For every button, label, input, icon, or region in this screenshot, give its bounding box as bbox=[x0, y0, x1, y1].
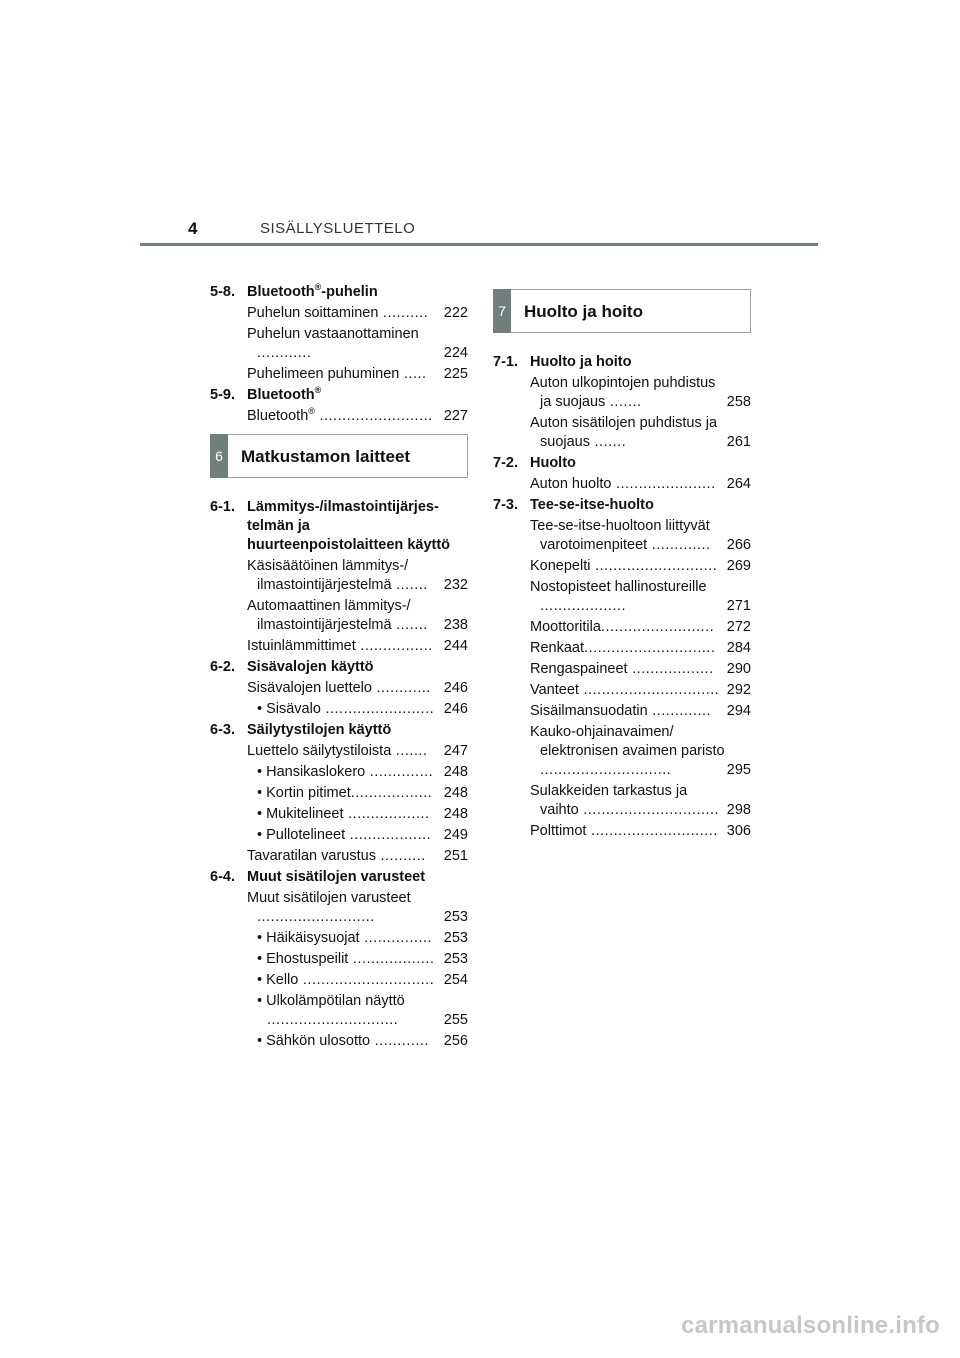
toc-leader-dots: .......... bbox=[378, 305, 429, 321]
chapter-7-heading[interactable] bbox=[493, 289, 751, 333]
toc-entry-label: Auton sisätilojen puhdistus ja suojaus bbox=[530, 415, 718, 450]
toc-items-6-1 bbox=[210, 557, 468, 656]
toc-entry[interactable] bbox=[493, 723, 751, 780]
toc-leader-dots: .................. bbox=[343, 806, 430, 822]
toc-entry-label: Muut sisätilojen varusteet bbox=[247, 890, 411, 906]
toc-entry[interactable] bbox=[493, 517, 751, 555]
toc-leader-dots: ...................... bbox=[611, 476, 716, 492]
page-header bbox=[140, 212, 818, 246]
toc-entry-label: • Ulkolämpötilan näyttö bbox=[257, 993, 405, 1009]
toc-entry-label: • Ehostuspeilit bbox=[257, 951, 349, 967]
toc-entry-label: Automaattinen lämmitys-/ ilmastointijärjestelmä bbox=[247, 598, 411, 633]
toc-page-number: 248 bbox=[443, 806, 468, 822]
toc-entry-label: Polttimot bbox=[530, 823, 587, 839]
toc-leader-dots: ....... bbox=[589, 434, 627, 450]
toc-section-5-9[interactable]: 5-9. Bluetooth® bbox=[210, 385, 322, 403]
toc-page-number: 290 bbox=[726, 661, 751, 677]
toc-sub-entry[interactable] bbox=[210, 784, 468, 803]
toc-sub-entry[interactable] bbox=[210, 805, 468, 824]
toc-page-number: 227 bbox=[443, 408, 468, 424]
toc-sub-entry[interactable] bbox=[210, 992, 468, 1030]
toc-leader-dots: ........................... bbox=[590, 558, 718, 574]
toc-page-number: 258 bbox=[726, 394, 751, 410]
toc-leader-dots: .......................... bbox=[257, 909, 375, 925]
toc-items-7-2 bbox=[493, 475, 751, 494]
toc-entry[interactable] bbox=[210, 679, 468, 698]
toc-entry-label: Auton huolto bbox=[530, 476, 612, 492]
toc-leader-dots: ............... bbox=[359, 930, 433, 946]
toc-items-6-4 bbox=[210, 889, 468, 1051]
chapter-number-tab: 6 bbox=[210, 434, 228, 478]
toc-entry-label: Luettelo säilytystiloista bbox=[247, 743, 392, 759]
toc-page-number: 232 bbox=[443, 577, 468, 593]
toc-leader-dots: .............. bbox=[365, 764, 434, 780]
toc-left-column bbox=[210, 283, 468, 1053]
toc-entry-label: Kauko-ohjainavaimen/ elektronisen avaimen paristo bbox=[530, 724, 725, 759]
toc-items-7-3 bbox=[493, 517, 751, 841]
toc-page-number: 248 bbox=[443, 785, 468, 801]
toc-leader-dots: ............. bbox=[647, 537, 711, 553]
toc-entry[interactable] bbox=[493, 639, 751, 658]
toc-leader-dots: ............ bbox=[257, 345, 312, 361]
toc-page-number: 224 bbox=[443, 345, 468, 361]
toc-section-7-3[interactable]: 7-3. Tee-se-itse-huolto bbox=[493, 497, 654, 513]
toc-page-number: 255 bbox=[443, 1012, 468, 1028]
toc-sub-entry[interactable] bbox=[210, 826, 468, 845]
toc-items-6-2 bbox=[210, 679, 468, 719]
toc-leader-dots: .................. bbox=[348, 951, 435, 967]
toc-entry[interactable] bbox=[210, 304, 468, 323]
header-rule bbox=[140, 243, 818, 246]
toc-page-number: 292 bbox=[726, 682, 751, 698]
registered-mark: ® bbox=[314, 385, 322, 396]
toc-page-number: 244 bbox=[443, 638, 468, 654]
registered-mark: ® bbox=[308, 406, 315, 417]
toc-sub-entry[interactable] bbox=[210, 950, 468, 969]
toc-page-number: 266 bbox=[726, 537, 751, 553]
chapter-title: Matkustamon laitteet bbox=[241, 446, 411, 466]
toc-entry-label: Auton ulkopintojen puhdistus ja suojaus bbox=[530, 375, 716, 410]
toc-page-number: 246 bbox=[443, 701, 468, 717]
toc-entry-label: Vanteet bbox=[530, 682, 579, 698]
toc-leader-dots: .................. bbox=[345, 827, 432, 843]
toc-entry-label: • Pullotelineet bbox=[257, 827, 346, 843]
toc-entry-label: Moottoritila bbox=[530, 619, 601, 635]
toc-leader-dots: ............................ bbox=[586, 823, 718, 839]
toc-entry-label: Tee-se-itse-huoltoon liittyvät varotoimenpiteet bbox=[530, 518, 710, 553]
toc-entry[interactable] bbox=[210, 847, 468, 866]
toc-page-number: 251 bbox=[443, 848, 468, 864]
toc-section-7-1[interactable]: 7-1. Huolto ja hoito bbox=[493, 354, 632, 370]
toc-entry[interactable]: Bluetooth® ......................... 227 bbox=[247, 406, 468, 424]
toc-page-number: 269 bbox=[726, 558, 751, 574]
toc-leader-dots: ............. bbox=[647, 703, 712, 719]
toc-entry[interactable] bbox=[210, 325, 468, 363]
toc-leader-dots: ..... bbox=[399, 366, 427, 382]
toc-page-number: 253 bbox=[443, 930, 468, 946]
toc-items-7-1 bbox=[493, 374, 751, 452]
toc-entry-label: Sisävalojen luettelo bbox=[247, 680, 372, 696]
toc-leader-dots: ......................... bbox=[600, 619, 715, 635]
toc-page-number: 253 bbox=[443, 951, 468, 967]
toc-section-6-2[interactable]: 6-2. Sisävalojen käyttö bbox=[210, 659, 374, 675]
toc-items-5-8 bbox=[210, 304, 468, 384]
toc-leader-dots: .................. bbox=[350, 785, 433, 801]
page-number: 4 bbox=[188, 219, 198, 238]
toc-leader-dots: ........................ bbox=[320, 701, 435, 717]
toc-section-7-2[interactable]: 7-2. Huolto bbox=[493, 455, 576, 471]
toc-entry[interactable] bbox=[210, 637, 468, 656]
toc-entry-label: Istuinlämmittimet bbox=[247, 638, 356, 654]
toc-entry-label: Sisäilmansuodatin bbox=[530, 703, 648, 719]
toc-section-5-8[interactable]: 5-8. Bluetooth®-puhelin bbox=[210, 282, 378, 300]
toc-page-number: 256 bbox=[443, 1033, 468, 1049]
toc-entry-label: • Kortin pitimet bbox=[257, 785, 351, 801]
toc-leader-dots: ................... bbox=[540, 598, 627, 614]
header-title: SISÄLLYSLUETTELO bbox=[260, 220, 416, 237]
toc-section-6-1[interactable]: 6-1. Lämmitys-/ilmastointijärjes-telmän ja huurteenpoistolaitteen käyttö bbox=[210, 499, 451, 553]
toc-entry-label: Puhelimeen puhuminen bbox=[247, 366, 400, 382]
toc-leader-dots: ................ bbox=[355, 638, 433, 654]
toc-entry-label: • Hansikaslokero bbox=[257, 764, 366, 780]
toc-entry[interactable] bbox=[210, 889, 468, 927]
toc-leader-dots: ............................. bbox=[540, 762, 672, 778]
toc-entry-label: Konepelti bbox=[530, 558, 591, 574]
toc-section-6-4[interactable]: 6-4. Muut sisätilojen varusteet bbox=[210, 869, 426, 885]
toc-leader-dots: .......... bbox=[375, 848, 426, 864]
toc-entry-label: Puhelun soittaminen bbox=[247, 305, 379, 321]
toc-entry[interactable] bbox=[210, 557, 468, 595]
toc-entry[interactable] bbox=[493, 782, 751, 820]
toc-page-number: 295 bbox=[726, 762, 751, 778]
chapter-title: Huolto ja hoito bbox=[524, 301, 643, 321]
toc-entry-label: • Mukitelineet bbox=[257, 806, 344, 822]
toc-entry[interactable] bbox=[493, 618, 751, 637]
toc-page-number: 225 bbox=[443, 366, 468, 382]
chapter-number-tab: 7 bbox=[493, 289, 511, 333]
toc-entry-label: Käsisäätöinen lämmitys-/ ilmastointijärjestelmä bbox=[247, 558, 409, 593]
toc-leader-dots: .............................. bbox=[578, 802, 720, 818]
toc-page-number: 238 bbox=[443, 617, 468, 633]
toc-leader-dots: ....... bbox=[391, 617, 428, 633]
toc-entry[interactable] bbox=[493, 578, 751, 616]
toc-leader-dots: ............................. bbox=[298, 972, 435, 988]
toc-page-number: 261 bbox=[726, 434, 751, 450]
toc-right-column bbox=[493, 283, 751, 843]
toc-entry[interactable] bbox=[493, 702, 751, 721]
toc-entry-label: • Sähkön ulosotto bbox=[257, 1033, 371, 1049]
toc-sub-entry[interactable] bbox=[210, 1032, 468, 1051]
watermark: carmanualsonline.info bbox=[681, 1312, 940, 1339]
toc-page-number: 247 bbox=[443, 743, 468, 759]
toc-sub-entry[interactable] bbox=[210, 929, 468, 948]
toc-page-number: 254 bbox=[443, 972, 468, 988]
toc-leader-dots: .............................. bbox=[578, 682, 720, 698]
toc-entry[interactable] bbox=[493, 822, 751, 841]
toc-leader-dots: ....... bbox=[391, 743, 428, 759]
toc-entry-label: Puhelun vastaanottaminen bbox=[247, 326, 419, 342]
toc-page-number: 264 bbox=[726, 476, 751, 492]
toc-page-number: 249 bbox=[443, 827, 468, 843]
toc-leader-dots: ............................. bbox=[584, 640, 716, 656]
toc-page-number: 253 bbox=[443, 909, 468, 925]
toc-leader-dots: ....... bbox=[391, 577, 428, 593]
toc-sub-entry[interactable] bbox=[210, 971, 468, 990]
toc-entry-label: Tavaratilan varustus bbox=[247, 848, 376, 864]
toc-entry[interactable] bbox=[493, 660, 751, 679]
toc-entry[interactable] bbox=[210, 365, 468, 384]
toc-entry[interactable] bbox=[493, 475, 751, 494]
registered-mark: ® bbox=[314, 282, 322, 293]
toc-entry[interactable] bbox=[210, 597, 468, 635]
toc-entry-label: • Sisävalo bbox=[257, 701, 321, 717]
toc-entry[interactable] bbox=[210, 742, 468, 761]
toc-entry[interactable] bbox=[493, 681, 751, 700]
toc-page-number: 298 bbox=[726, 802, 751, 818]
toc-entry[interactable] bbox=[493, 557, 751, 576]
toc-entry-label: Renkaat bbox=[530, 640, 585, 656]
toc-leader-dots: ............ bbox=[370, 1033, 429, 1049]
toc-page-number: 248 bbox=[443, 764, 468, 780]
toc-leader-dots: .................. bbox=[627, 661, 714, 677]
toc-page-number: 246 bbox=[443, 680, 468, 696]
toc-page-number: 306 bbox=[726, 823, 751, 839]
toc-sub-entry[interactable] bbox=[210, 700, 468, 719]
toc-page-number: 222 bbox=[443, 305, 468, 321]
toc-entry-label: Rengaspaineet bbox=[530, 661, 628, 677]
toc-page-number: 294 bbox=[726, 703, 751, 719]
toc-entry[interactable] bbox=[493, 414, 751, 452]
toc-entry[interactable] bbox=[493, 374, 751, 412]
toc-sub-entry[interactable] bbox=[210, 763, 468, 782]
toc-entry-label: Nostopisteet hallinostureille bbox=[530, 579, 707, 595]
toc-entry-label: • Häikäisysuojat bbox=[257, 930, 360, 946]
toc-page-number: 284 bbox=[726, 640, 751, 656]
toc-items-6-3 bbox=[210, 742, 468, 866]
chapter-6-heading[interactable] bbox=[210, 434, 468, 478]
toc-section-6-3[interactable]: 6-3. Säilytystilojen käyttö bbox=[210, 722, 392, 738]
toc-leader-dots: ....... bbox=[605, 394, 642, 410]
toc-entry-label: Sulakkeiden tarkastus ja vaihto bbox=[530, 783, 688, 818]
toc-page-number: 272 bbox=[726, 619, 751, 635]
toc-page-number: 271 bbox=[726, 598, 751, 614]
toc-leader-dots: ............ bbox=[371, 680, 431, 696]
toc-entry-label: • Kello bbox=[257, 972, 299, 988]
toc-leader-dots: ............................. bbox=[267, 1012, 399, 1028]
